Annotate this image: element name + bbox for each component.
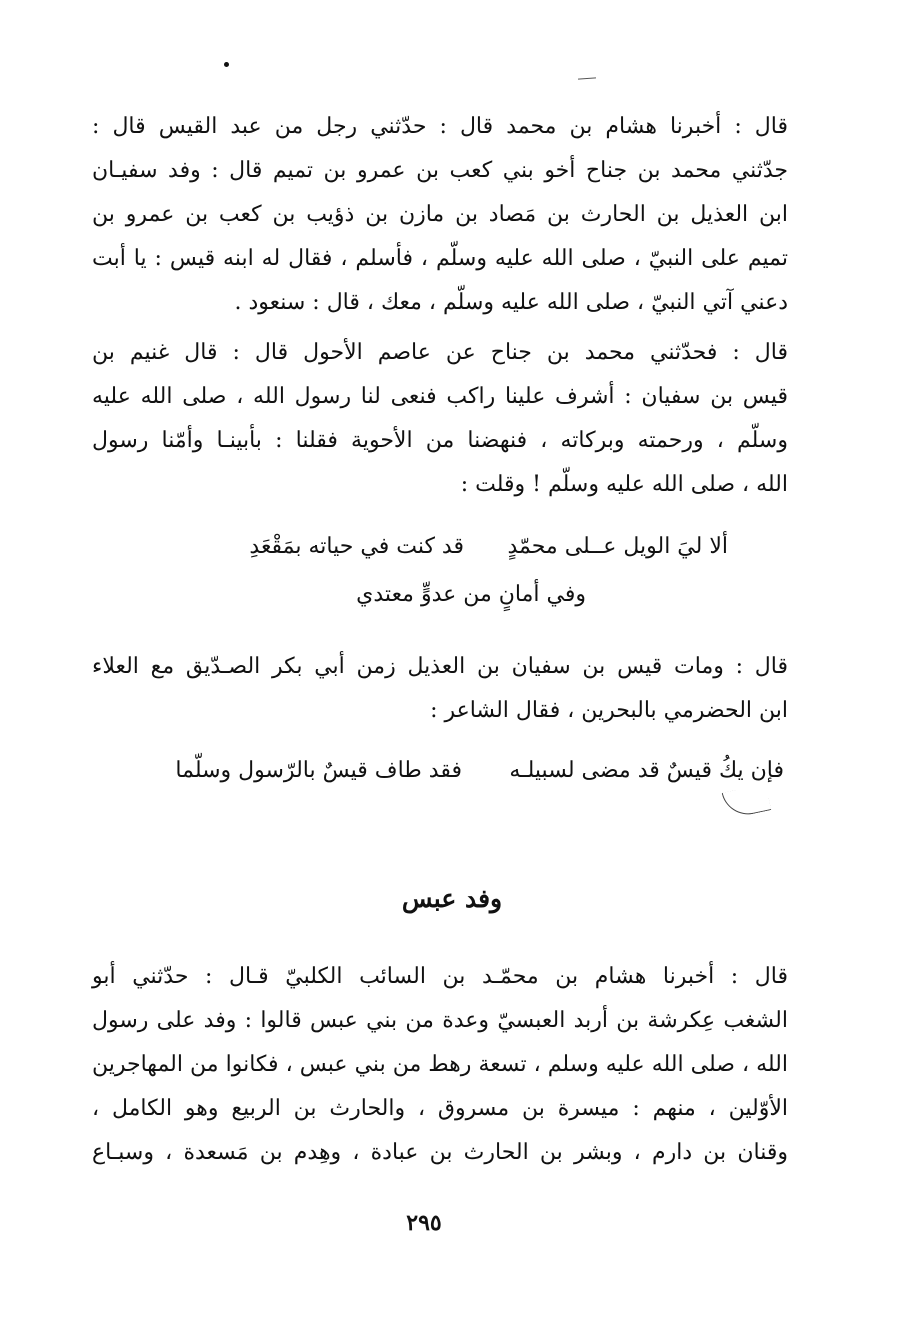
text-line: قال : فحدّثني محمد بن جناح عن عاصم الأحول قال : قال غنيم بن	[92, 340, 788, 365]
text-line: الله ، صلى الله عليه وسلّم ! وقلت :	[460, 472, 788, 497]
text-line: ابن الحضرمي بالبحرين ، فقال الشاعر :	[430, 698, 788, 723]
verse-hemistich: فقد طاف قيسٌ بالرّسول وسلّما	[175, 758, 462, 783]
ink-dot	[224, 62, 229, 67]
page-number: ٢٩٥	[406, 1210, 442, 1236]
ink-mark	[578, 77, 596, 79]
text-line: وسلّم ، ورحمته وبركاته ، فنهضنا من الأحوية فقلنا : بأبينـا وأمّنا رسول	[92, 428, 788, 453]
text-line: دعني آتي النبيّ ، صلى الله عليه وسلّم ، معك ، قال : سنعود .	[234, 290, 788, 315]
section-heading: وفد عبس	[401, 884, 503, 913]
ink-mark	[722, 784, 772, 820]
text-line: تميم على النبيّ ، صلى الله عليه وسلّم ، فأسلم ، فقال له ابنه قيس : يا أبت	[92, 246, 788, 271]
text-line: قال : أخبرنا هشام بن محمّـد بن السائب الكلبيّ قـال : حدّثني أبو	[92, 964, 788, 989]
text-line: ابن العذيل بن الحارث بن مَصاد بن مازن بن ذؤيب بن كعب بن عمرو بن	[92, 202, 788, 227]
verse-hemistich: فإن يكُ قيسٌ قد مضى لسبيلـه	[509, 758, 784, 783]
text-line: الله ، صلى الله عليه وسلم ، تسعة رهط من بني عبس ، فكانوا من المهاجرين	[92, 1052, 788, 1077]
text-line: قيس بن سفيان : أشرف علينا راكب فنعى لنا رسول الله ، صلى الله عليه	[92, 384, 788, 409]
text-line: وقنان بن دارم ، وبشر بن الحارث بن عبادة ، وهِدم بن مَسعدة ، وسبـاع	[92, 1140, 788, 1165]
verse-hemistich: قد كنت في حياته بمَقْعَدِ	[249, 534, 464, 559]
verse-hemistich: وفي أمانٍ من عدوٍّ معتدي	[356, 582, 586, 607]
text-line: الأوّلين ، منهم : ميسرة بن مسروق ، والحارث بن الربيع وهو الكامل ،	[92, 1096, 788, 1121]
text-line: الشغب عِكرشة بن أربد العبسيّ وعدة من بني عبس قالوا : وفد على رسول	[92, 1008, 788, 1033]
text-line: قال : أخبرنا هشام بن محمد قال : حدّثني رجل من عبد القيس قال :	[92, 114, 788, 139]
text-line: قال : ومات قيس بن سفيان بن العذيل زمن أبي بكر الصـدّيق مع العلاء	[92, 654, 788, 679]
verse-hemistich: ألا ليَ الويل عــلى محمّدٍ	[507, 534, 728, 559]
text-line: جدّثني محمد بن جناح أخو بني كعب بن عمرو بن تميم قال : وفد سفيـان	[92, 158, 788, 183]
